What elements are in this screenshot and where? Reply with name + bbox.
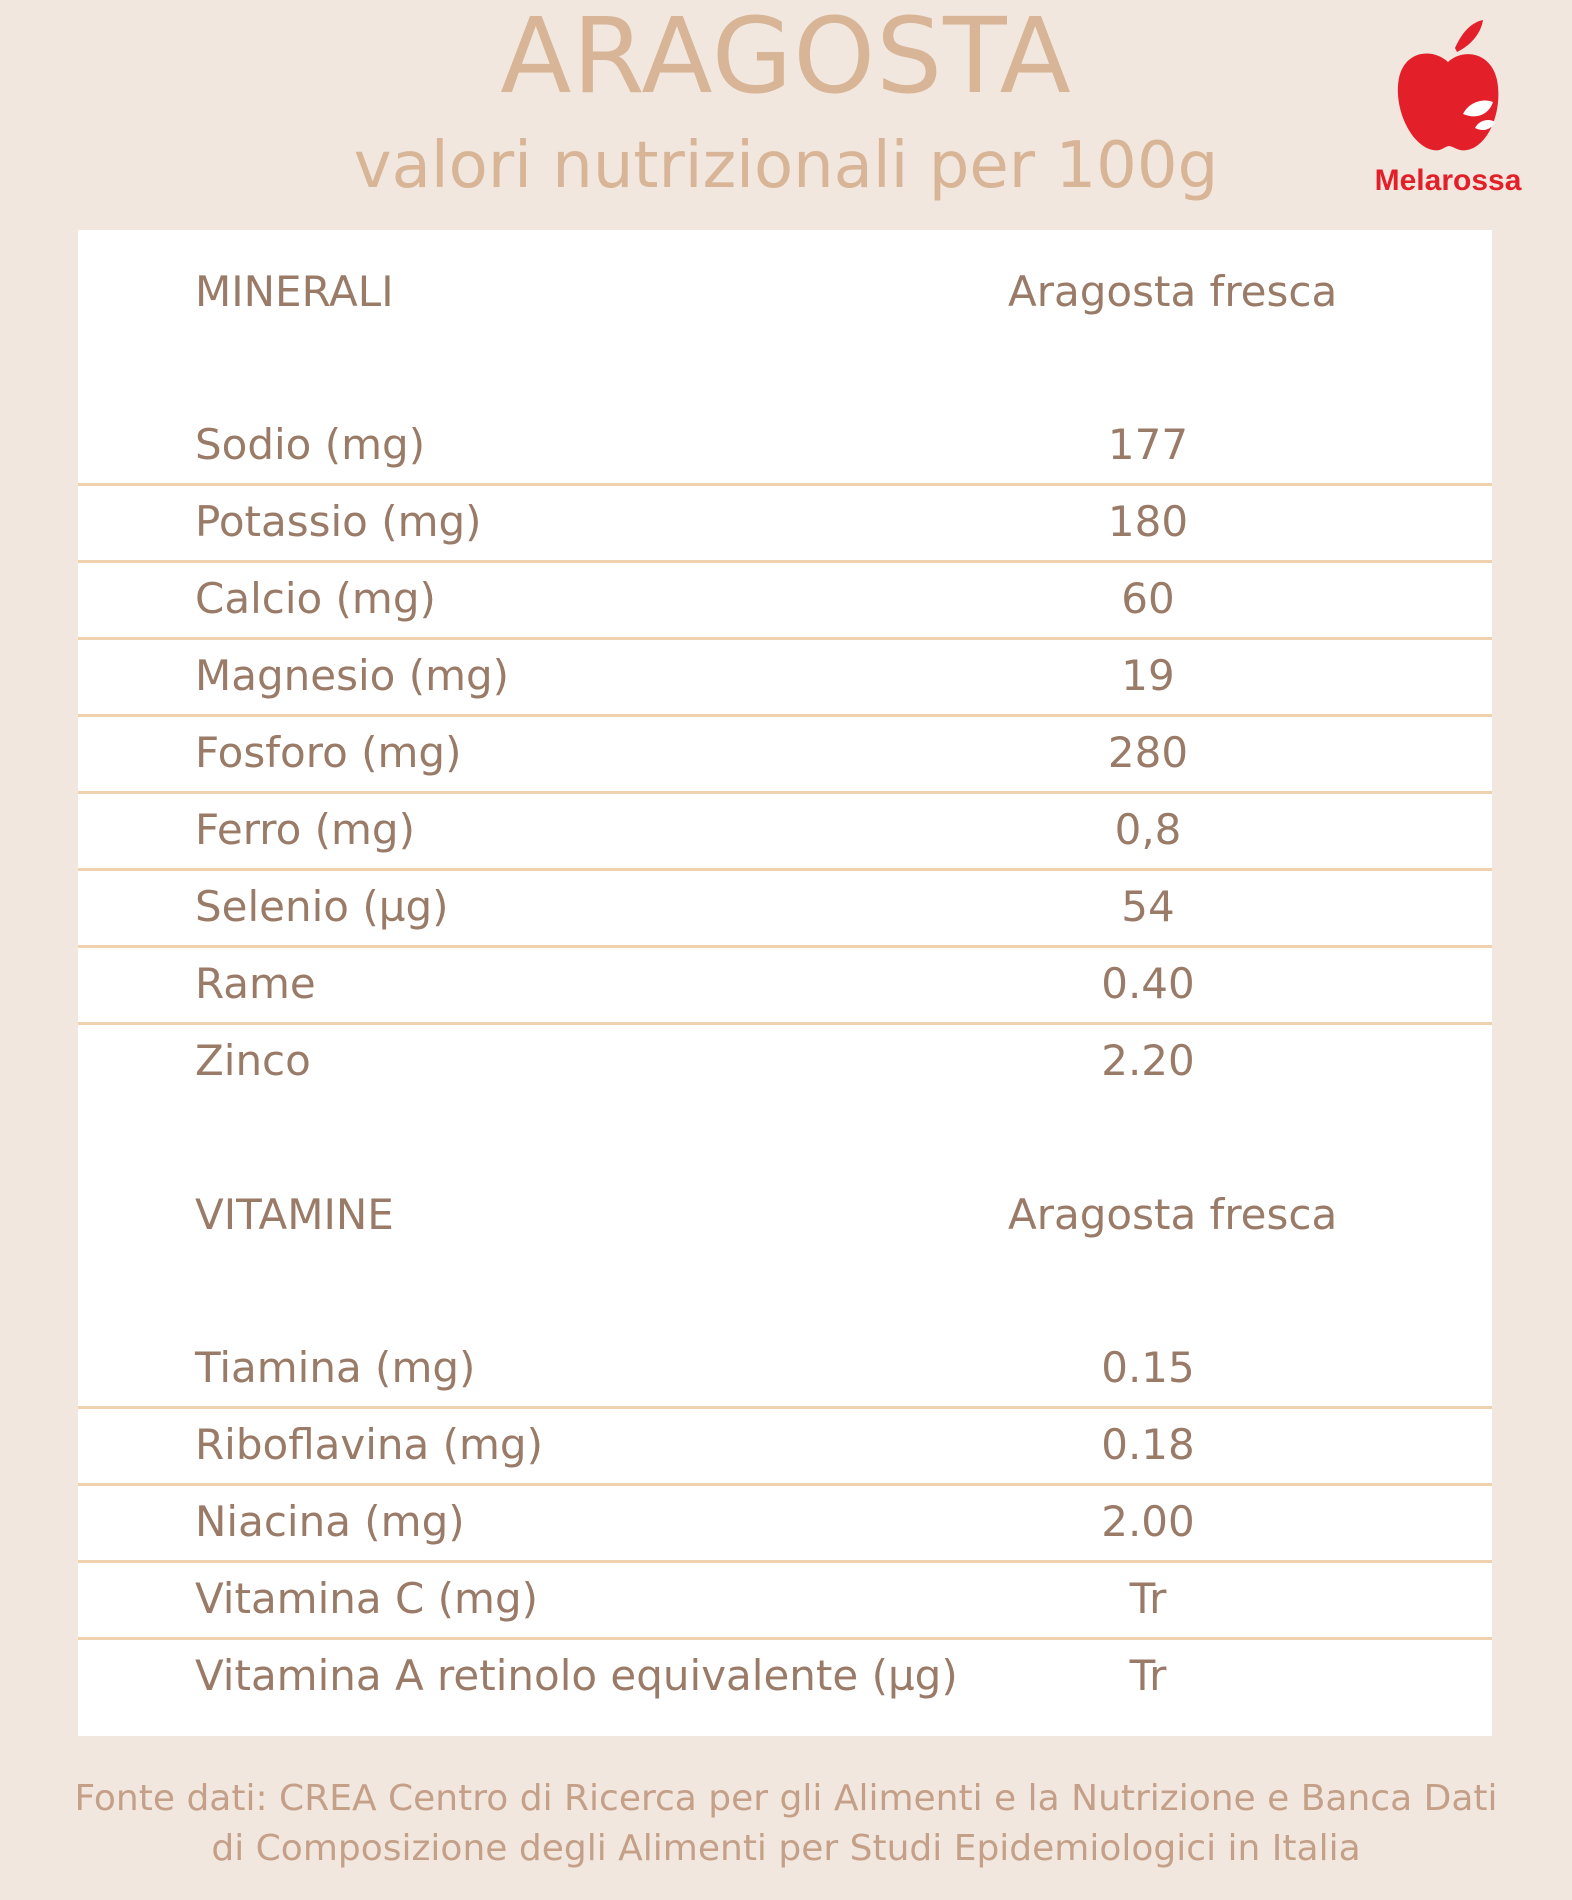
row-label: Potassio (mg) <box>195 497 482 546</box>
row-value: 0.15 <box>1101 1343 1195 1392</box>
table-row <box>78 1483 1492 1563</box>
row-label: Niacina (mg) <box>195 1497 465 1546</box>
table-row <box>78 637 1492 717</box>
row-label: Zinco <box>195 1036 311 1085</box>
row-value: Tr <box>1129 1651 1167 1700</box>
row-value: 180 <box>1107 497 1189 546</box>
table-row <box>78 1406 1492 1486</box>
row-label: Riboflavina (mg) <box>195 1420 543 1469</box>
row-value: 177 <box>1107 420 1189 469</box>
table-row <box>78 791 1492 871</box>
row-label: Rame <box>195 959 316 1008</box>
row-value: 0.18 <box>1101 1420 1195 1469</box>
melarossa-logo <box>1358 18 1538 202</box>
row-label: Magnesio (mg) <box>195 651 510 700</box>
nutrition-table <box>78 230 1492 1736</box>
row-label: Ferro (mg) <box>195 805 415 854</box>
source-note <box>0 1774 1572 1874</box>
table-row <box>78 1637 1492 1714</box>
page-subtitle: valori nutrizionali per 100g <box>353 129 1219 203</box>
row-value: 2.00 <box>1101 1497 1195 1546</box>
table-row <box>78 483 1492 563</box>
row-value: 0.40 <box>1101 959 1195 1008</box>
row-label: Tiamina (mg) <box>195 1343 476 1392</box>
row-label: Fosforo (mg) <box>195 728 462 777</box>
vitamine-header <box>78 1180 1492 1250</box>
row-value: 0,8 <box>1114 805 1182 854</box>
row-value: 280 <box>1107 728 1189 777</box>
table-row <box>78 868 1492 948</box>
row-label: Vitamina C (mg) <box>195 1574 538 1623</box>
section-heading: MINERALI <box>195 267 394 316</box>
column-heading: Aragosta fresca <box>1008 267 1338 316</box>
table-row <box>78 945 1492 1025</box>
section-heading: VITAMINE <box>195 1190 394 1239</box>
row-value: 19 <box>1121 651 1175 700</box>
source-line-2: di Composizione degli Alimenti per Studi Epidemiologici in Italia <box>211 1828 1361 1869</box>
row-label: Selenio (µg) <box>195 882 449 931</box>
table-row <box>78 560 1492 640</box>
row-value: 60 <box>1121 574 1175 623</box>
row-value: 2.20 <box>1101 1036 1195 1085</box>
row-value: Tr <box>1129 1574 1167 1623</box>
minerali-header <box>78 257 1492 327</box>
table-row <box>78 714 1492 794</box>
row-label: Sodio (mg) <box>195 420 426 469</box>
row-value: 54 <box>1121 882 1175 931</box>
logo-text: Melarossa <box>1374 164 1522 197</box>
row-label: Vitamina A retinolo equivalente (µg) <box>195 1651 958 1700</box>
source-line-1: Fonte dati: CREA Centro di Ricerca per gli Alimenti e la Nutrizione e Banca Dati <box>74 1778 1498 1819</box>
table-row <box>78 1560 1492 1640</box>
row-label: Calcio (mg) <box>195 574 436 623</box>
page-title: ARAGOSTA <box>500 0 1072 117</box>
column-heading: Aragosta fresca <box>1008 1190 1338 1239</box>
table-row <box>78 1022 1492 1099</box>
table-row <box>78 1329 1492 1409</box>
table-row <box>78 406 1492 486</box>
apple-icon <box>1393 18 1503 158</box>
